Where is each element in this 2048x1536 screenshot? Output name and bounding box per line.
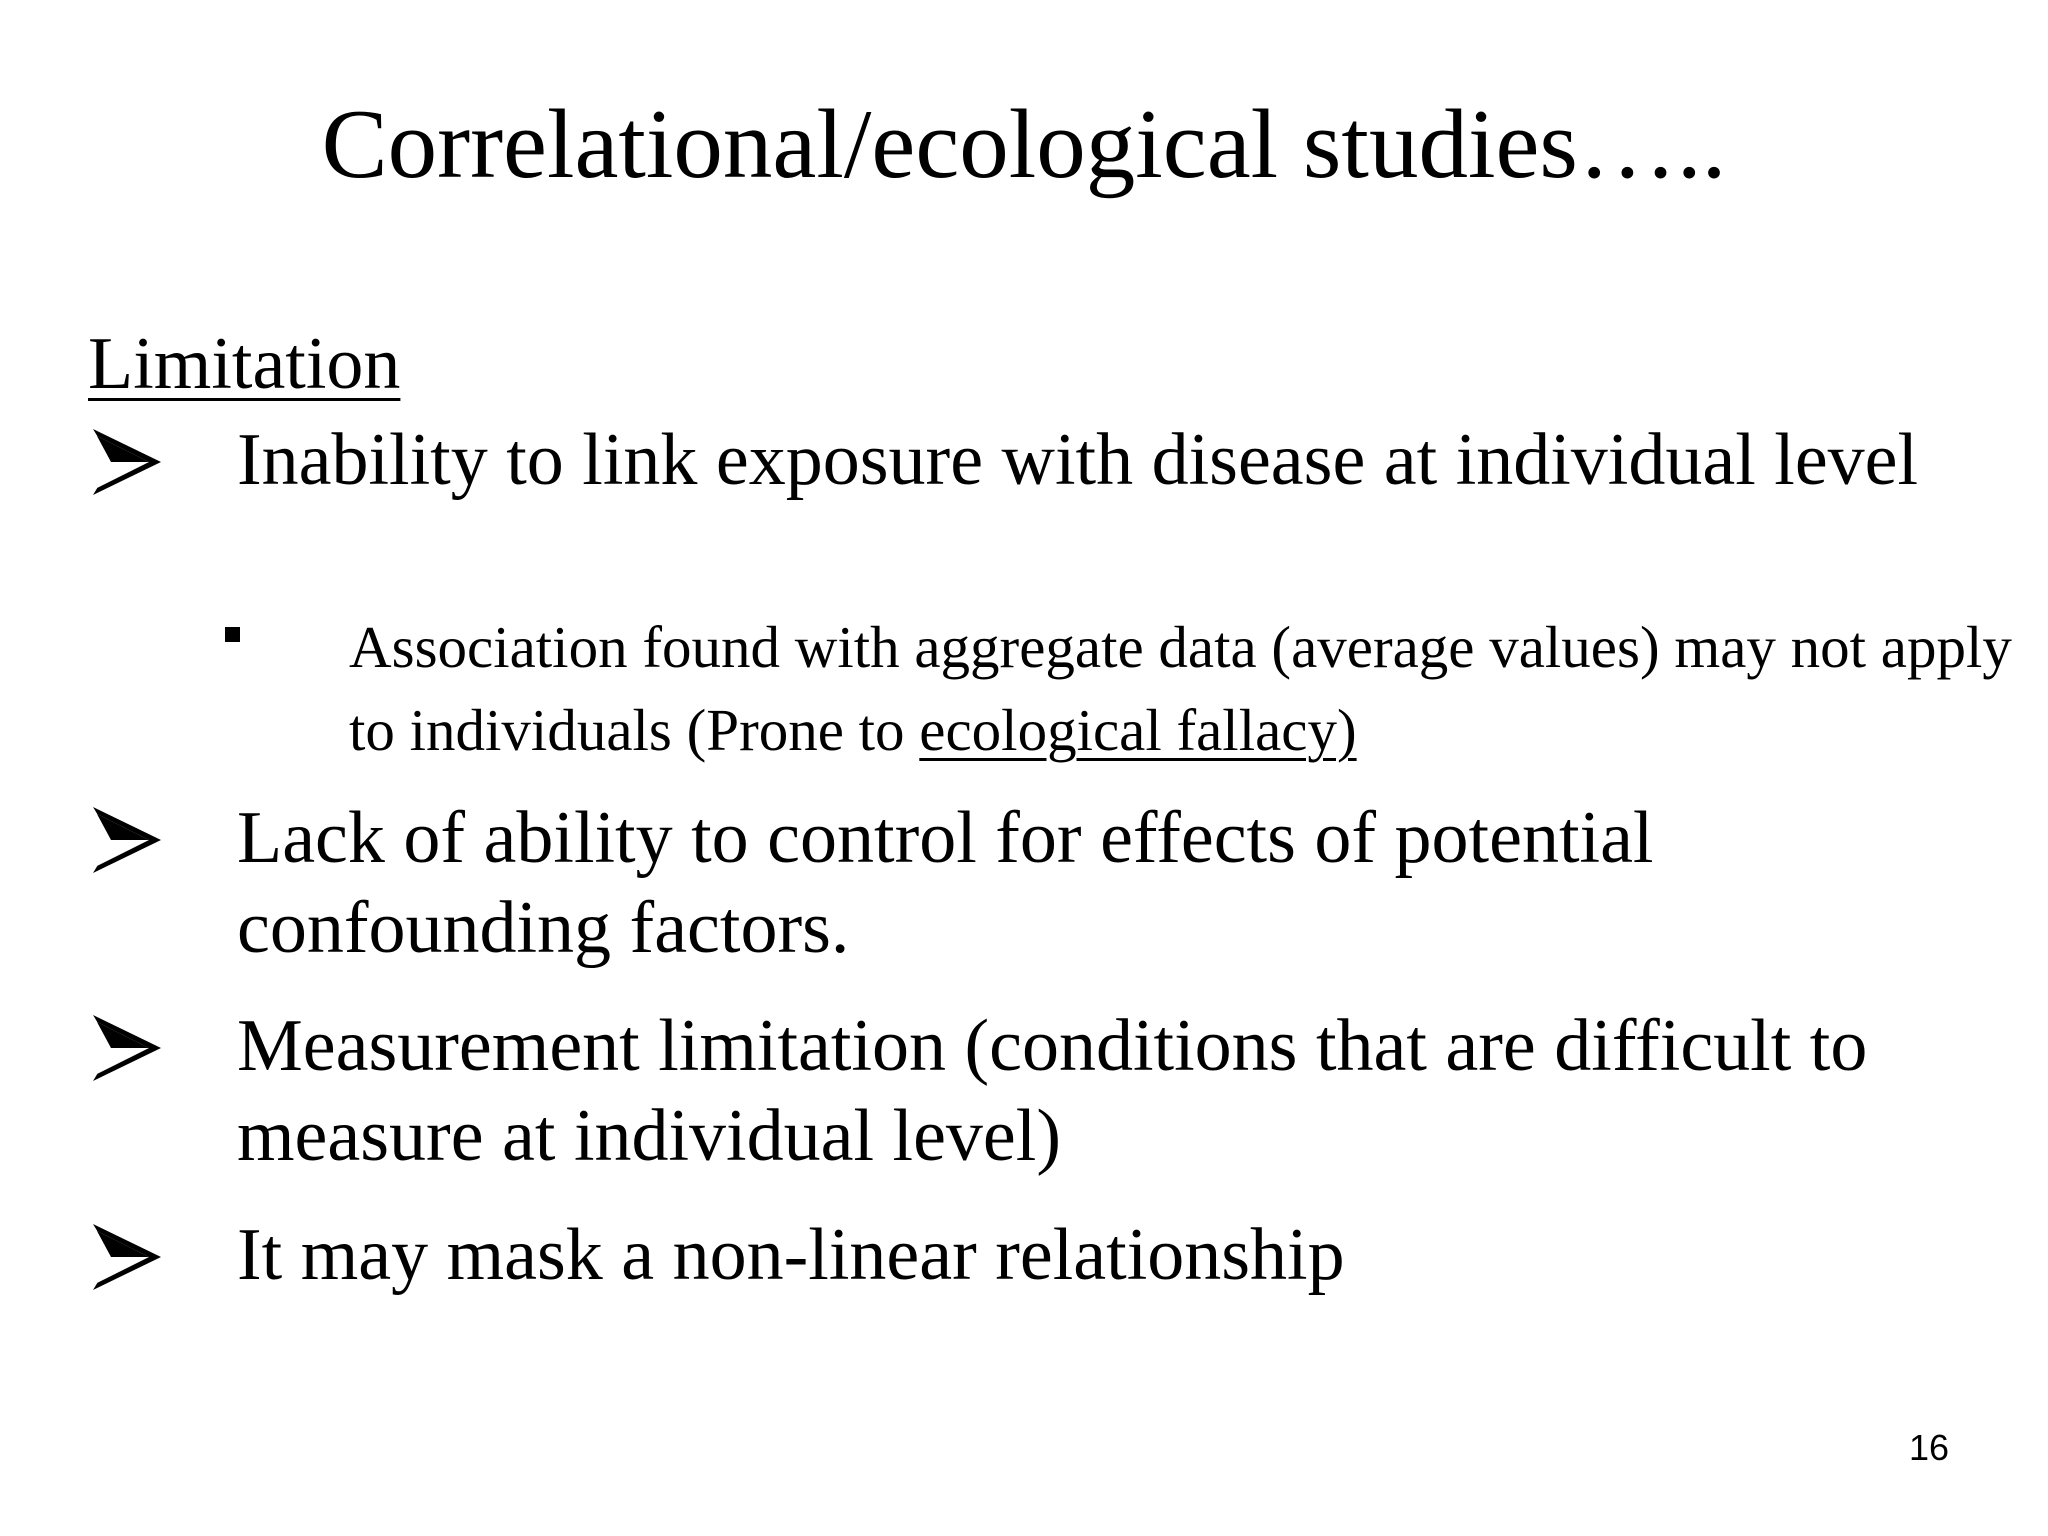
bullet-text-1: Inability to link exposure with disease at individual level [237,419,1919,501]
bullet-text-3: Measurement limitation (conditions that are difficult to measure at individual level) [237,1005,1868,1177]
square-bullet-icon [225,627,240,642]
sub-bullet-text-plain: Association found with aggregate data (average values) may not apply to individuals (Prone to [349,614,2012,763]
slide-number: 16 [1908,1427,1949,1468]
section-heading-limitation: Limitation [88,323,401,405]
arrow-bullet-icon [93,807,161,873]
arrow-bullet-icon [93,1224,161,1290]
arrow-bullet-icon [93,429,161,495]
arrow-bullet-icon [93,1015,161,1081]
ecological-fallacy-term: ecological fallacy) [919,697,1357,763]
slide-title: Correlational/ecological studies….. [321,90,1727,199]
sub-bullet-text [349,606,2039,772]
bullet-text-4: It may mask a non-linear relationship [237,1214,1345,1296]
bullet-text-2: Lack of ability to control for effects of potential confounding factors. [237,797,1654,969]
